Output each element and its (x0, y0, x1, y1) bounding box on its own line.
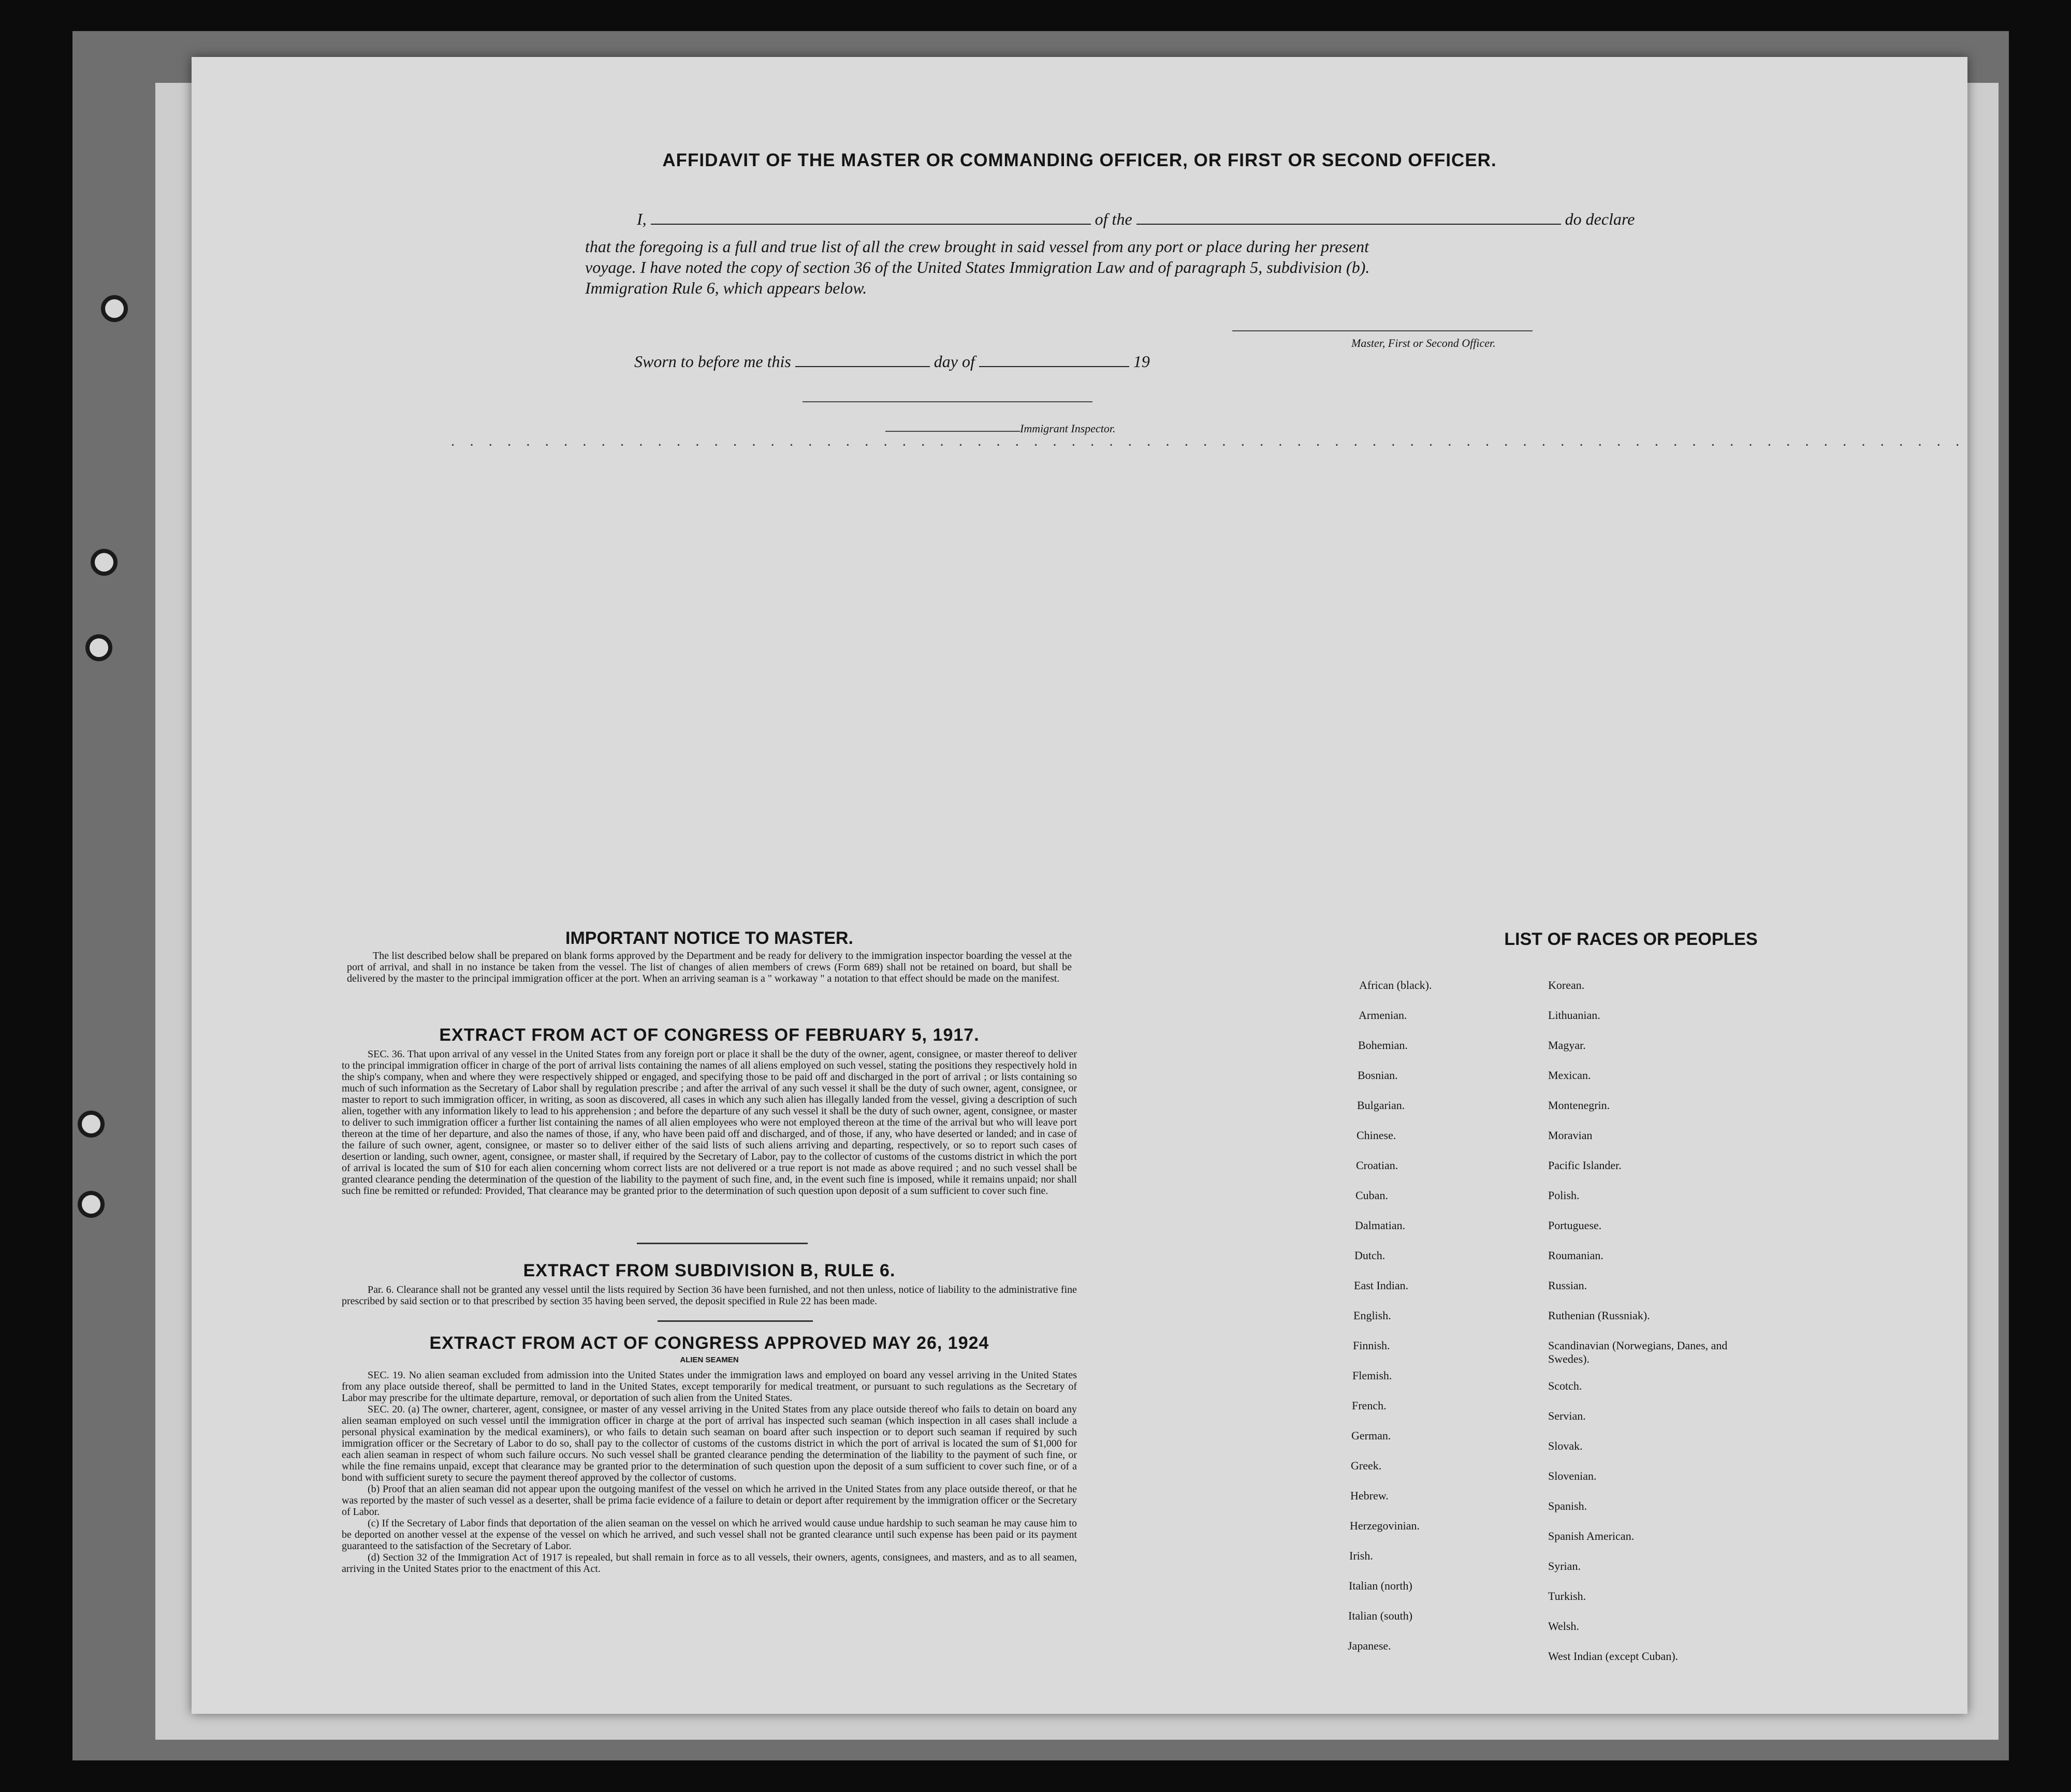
race-item: Bulgarian. (1357, 1099, 1405, 1112)
notice-paragraph: The list described below shall be prepared on blank forms approved by the Department and be ready for delivery to the immigration inspector boarding the vessel at the port of arrival, and shall in no instance be taken from the vessel. The list of changes of alien members of crews (Form 689) shall not be retained on board, but shall be delivered by the master to the principal immigration officer at the port. When an arriving seaman is a " workaway " a notation to that effect should be made on the manifest. (347, 950, 1072, 984)
day-of-text: day of (934, 352, 975, 371)
affidavit-line-4: Immigration Rule 6, which appears below. (585, 279, 867, 297)
race-item: Polish. (1548, 1189, 1580, 1202)
race-item: Magyar. (1548, 1039, 1586, 1052)
act-1924-sec-20b: (b) Proof that an alien seaman did not appear upon the outgoing manifest of the vessel on which he arrived in the United States from any place outside thereof, or that he was reported by the master of such vessel as a deserter, shall be prima facie evidence of a failure to detain or deport after requirement by the immigration officer or the Secretary of Labor. (342, 1483, 1077, 1518)
race-item: Croatian. (1356, 1159, 1398, 1172)
act-1924-sec-20a: SEC. 20. (a) The owner, charterer, agent, consignee, or master of any vessel arriving in the United States from any place outside thereof who fails to detain on board any alien seaman employed on such vessel until the immigration officer in charge at the port of arrival has inspected such seaman (which inspection in all cases shall include a personal physical examination by the medical examiners), or who fails to detain such seaman on board after such inspection or to deport such seaman if required by such immigration officer or the Secretary of Labor to do so, shall pay to the collector of customs of the customs district in which the port of arrival is located the sum of $1,000 for each alien seaman in respect of whom such failure occurs. No such vessel shall be granted clearance pending the determination of the liability to the payment of such fine, or while the fine remains unpaid, except that clearance may be granted prior to the determination of such question upon the deposit of a sum sufficient to cover such fine, or of a bond with sufficient surety to secure the payment thereof approved by the collector of customs. (342, 1404, 1077, 1483)
race-item: African (black). (1359, 979, 1432, 992)
race-item: Cuban. (1355, 1189, 1388, 1202)
sworn-day-blank[interactable] (795, 366, 930, 367)
race-item: Syrian. (1548, 1560, 1581, 1572)
race-item: Bosnian. (1358, 1069, 1398, 1082)
act-1917-text (342, 1048, 1077, 1197)
race-item: East Indian. (1354, 1279, 1409, 1292)
race-item: Welsh. (1548, 1620, 1579, 1633)
race-item: Finnish. (1353, 1339, 1390, 1352)
race-item: Japanese. (1348, 1639, 1391, 1652)
race-item: Herzegovinian. (1350, 1519, 1420, 1532)
race-item: French. (1352, 1399, 1387, 1412)
notice-text (347, 950, 1072, 984)
race-item: Dutch. (1354, 1249, 1385, 1262)
sworn-month-blank[interactable] (979, 366, 1129, 367)
master-signature-line[interactable] (1232, 330, 1533, 331)
race-item: Greek. (1351, 1459, 1382, 1472)
affidavit-line-1 (637, 210, 1635, 229)
race-item: Spanish American. (1548, 1529, 1635, 1542)
race-item: Korean. (1548, 979, 1585, 992)
act-1924-sec-20d: (d) Section 32 of the Immigration Act of 1917 is repealed, but shall remain in force as to all vessels, their owners, agents, consignees, and masters, and as to all seamen, arriving in the United States prior to the enactment of this Act. (342, 1552, 1077, 1575)
race-item: Flemish. (1352, 1369, 1392, 1382)
act-1924-title: EXTRACT FROM ACT OF CONGRESS APPROVED MAY 26, 1924 (429, 1333, 989, 1353)
race-item: Hebrew. (1350, 1489, 1389, 1502)
act-1924-subtitle: ALIEN SEAMEN (680, 1356, 739, 1364)
act-1924-sec-19: SEC. 19. No alien seaman excluded from admission into the United States under the immigration laws and employed on board any vessel arriving in the United States from any place outside thereof, shall be permitted to land in the United States, except temporarily for medical treatment, or pursuant to such regulations as the Secretary of Labor may prescribe for the ultimate departure, removal, or deportation of such alien from the United States. (342, 1370, 1077, 1404)
race-item: Ruthenian (Russniak). (1548, 1309, 1650, 1322)
race-item: Scotch. (1548, 1379, 1582, 1392)
race-item: Roumanian. (1548, 1249, 1603, 1262)
race-item: Servian. (1548, 1409, 1586, 1422)
act-1917-title: EXTRACT FROM ACT OF CONGRESS OF FEBRUARY 5, 1917. (439, 1025, 980, 1045)
race-item: Italian (north) (1349, 1579, 1412, 1592)
binder-hole (78, 1111, 105, 1138)
sworn-text: Sworn to before me this (634, 352, 791, 371)
act-1917-paragraph: SEC. 36. That upon arrival of any vessel in the United States from any foreign port or place it shall be the duty of the owner, agent, consignee, or master thereof to deliver to the principal immigration officer in charge of the port of arrival lists containing the names of all aliens employed on such vessel, stating the positions they respectively hold in the ship's company, when and where they were respectively shipped or engaged, and specifying those to be paid off and discharged in the port of arrival ; or lists containing so much of such information as the Secretary of Labor shall by regulation prescribe ; and after the arrival of any such vessel it shall be the duty of such owner, agent, consignee, or master to report to such immigration officer, in writing, as soon as discovered, all cases in which any such alien has illegally landed from the vessel, giving a description of such alien, together with any information likely to lead to his apprehension ; and before the departure of any such vessel it shall be the duty of such owner, agent, consignee, or master to deliver to such immigration officer a further list containing the names of all alien employees who were not employed thereon at the time of the arrival but who will leave port thereon at the time of her departure, and also the names of those, if any, who have been paid off and discharged, and of those, if any, who have deserted or landed; and in case of the failure of such owner, agent, consignee, or master so to deliver either of the said lists of such aliens arriving and departing, respectively, or so to report such cases of desertion or landing, such owner, agent, consignee, or master shall, if required by the Secretary of Labor, pay to the collector of customs of the customs district in which the port of arrival is located the sum of $10 for each alien concerning whom correct lists are not delivered or a true report is not made as above required ; and no such vessel shall be granted clearance pending the determination of the question of the liability to the payment of such fine, and, in the event such fine is imposed, while it remains unpaid; nor shall such fine be remitted or refunded: Provided, That clearance may be granted prior to the determination of such question upon deposit of a sum sufficient to cover such fine. (342, 1048, 1077, 1197)
binder-hole (85, 634, 112, 661)
race-item: Montenegrin. (1548, 1099, 1610, 1112)
race-item: English. (1353, 1309, 1391, 1322)
race-item: Irish. (1349, 1549, 1373, 1562)
binder-hole (101, 295, 128, 322)
faint-dots: · · · · · · · · · · · · · · · · · · · · · · · · · · · · · · · · · · · · · · · · · · · · · · · · · · · · · · · · · · · · · · · · · · · · · · · · · · · · · · · · · (450, 438, 1965, 454)
inspector-signature-line[interactable] (885, 431, 1020, 432)
race-item: Italian (south) (1348, 1609, 1413, 1622)
race-item: Bohemian. (1358, 1039, 1408, 1052)
race-item: Mexican. (1548, 1069, 1591, 1082)
race-item: Armenian. (1359, 1009, 1407, 1022)
rule-6-title: EXTRACT FROM SUBDIVISION B, RULE 6. (523, 1261, 896, 1280)
rule-6-text (342, 1284, 1077, 1307)
race-item: German. (1351, 1429, 1391, 1442)
notice-title: IMPORTANT NOTICE TO MASTER. (565, 928, 853, 948)
affidavit-line-2: that the foregoing is a full and true list of all the crew brought in said vessel from any port or place during her present (585, 237, 1369, 256)
officer-name-blank[interactable] (651, 224, 1091, 225)
race-item: Turkish. (1548, 1590, 1586, 1602)
race-item: Russian. (1548, 1279, 1587, 1292)
race-item: Pacific Islander. (1548, 1159, 1622, 1172)
affidavit-title: AFFIDAVIT OF THE MASTER OR COMMANDING OFFICER, OR FIRST OR SECOND OFFICER. (662, 150, 1497, 170)
binder-hole (78, 1191, 105, 1218)
act-1924-sec-20c: (c) If the Secretary of Labor finds that deportation of the alien seaman on the vessel on which he arrived would cause undue hardship to such seaman he may cause him to be deported on another vessel at the expense of the vessel on which he arrived, and such vessel shall not be granted clearance until such expense has been paid or its payment guaranteed to the satisfaction of the Secretary of Labor. (342, 1518, 1077, 1552)
rule-6-paragraph: Par. 6. Clearance shall not be granted any vessel until the lists required by Section 36 have been furnished, and not then unless, notice of liability to the administrative fine prescribed by said section or to that prescribed by section 35 having been served, the deposit specified in Rule 22 has been made. (342, 1284, 1077, 1307)
race-item: Scandinavian (Norwegians, Danes, and Swedes). (1548, 1339, 1728, 1365)
affidavit-line-3: voyage. I have noted the copy of section 36 of the United States Immigration Law and of paragraph 5, subdivision (b). (585, 258, 1370, 276)
divider (637, 1243, 808, 1244)
race-item: Moravian (1548, 1129, 1593, 1142)
vessel-name-blank[interactable] (1136, 224, 1561, 225)
race-item: Chinese. (1357, 1129, 1396, 1142)
races-title: LIST OF RACES OR PEOPLES (1504, 929, 1758, 949)
sworn-line (634, 352, 1150, 371)
manifest-page (192, 57, 1967, 1714)
race-item: Spanish. (1548, 1499, 1587, 1512)
race-item: West Indian (except Cuban). (1548, 1650, 1679, 1663)
race-item: Lithuanian. (1548, 1009, 1600, 1022)
race-item: Slovak. (1548, 1439, 1583, 1452)
race-item: Slovenian. (1548, 1469, 1597, 1482)
affidavit-do-declare: do declare (1565, 210, 1635, 228)
binder-hole (91, 549, 118, 576)
affidavit-of-the: of the (1095, 210, 1132, 228)
race-item: Portuguese. (1548, 1219, 1602, 1232)
divider (658, 1320, 813, 1322)
affidavit-i: I, (637, 210, 647, 228)
race-item: Dalmatian. (1355, 1219, 1406, 1232)
year-prefix: 19 (1133, 352, 1150, 371)
inspector-caption: Immigrant Inspector. (1020, 422, 1116, 435)
master-caption: Master, First or Second Officer. (1351, 337, 1496, 349)
act-1924-text (342, 1370, 1077, 1575)
inspector-line-upper (803, 401, 1092, 402)
